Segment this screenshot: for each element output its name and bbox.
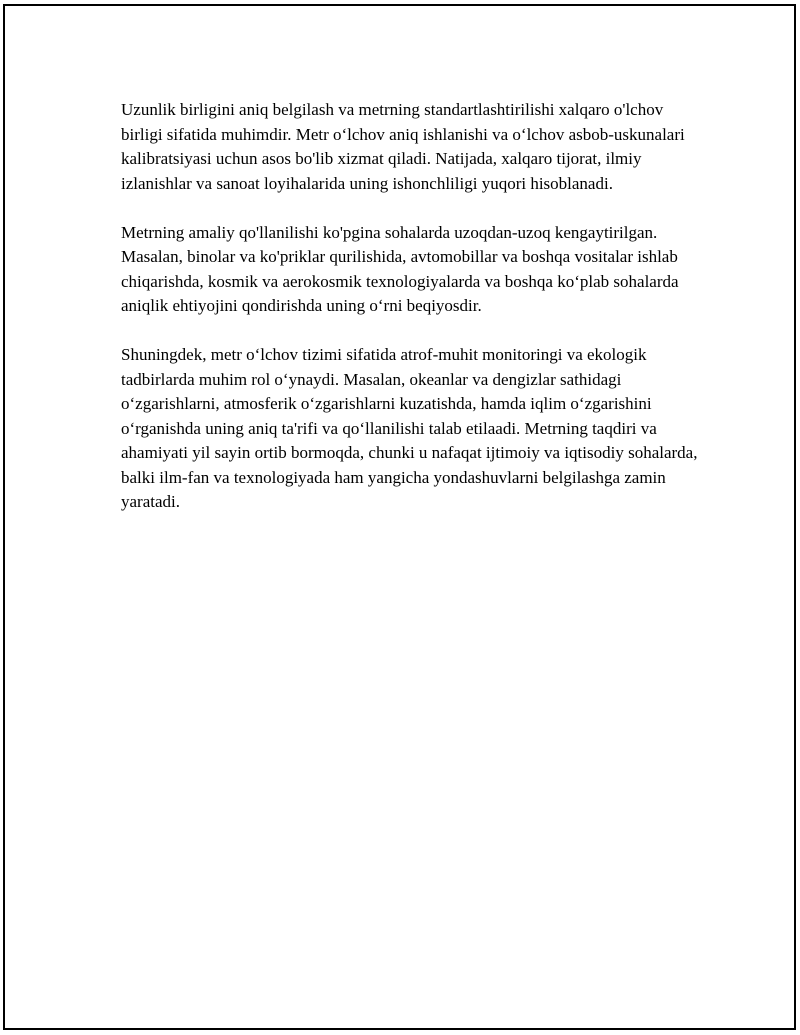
paragraph-3: Shuningdek, metr o‘lchov tizimi sifatida atrof-muhit monitoringi va ekologik tadbirlarda muhim rol o‘ynaydi. Masalan, okeanlar va dengizlar sathidagi o‘zgarishlarni, atmosferik o‘zgarishlarni kuzatishda, hamda iqlim o‘zgarishini o‘rganishda uning aniq ta'rifi va qo‘llanilishi talab etilaadi. Metrning taqdiri va ahamiyati yil sayin ortib bormoqda, chunki u nafaqat ijtimoiy va iqtisodiy sohalarda, balki ilm-fan va texnologiyada ham yangicha yondashuvlarni belgilashga zamin yaratadi. — [121, 345, 698, 511]
paragraph-1: Uzunlik birligini aniq belgilash va metrning standartlashtirilishi xalqaro o'lchov birligi sifatida muhimdir. Metr o‘lchov aniq ishlanishi va o‘lchov asbob-uskunalari kalibratsiyasi uchun asos bo'lib xizmat qiladi. Natijada, xalqaro tijorat, ilmiy izlanishlar va sanoat loyihalarida uning ishonchliligi yuqori hisoblanadi. — [121, 100, 685, 193]
paragraph-2: Metrning amaliy qo'llanilishi ko'pgina sohalarda uzoqdan-uzoq kengaytirilgan. Masalan, binolar va ko'priklar qurilishida, avtomobillar va boshqa vositalar ishlab chiqarishda, kosmik va aerokosmik texnologiyalarda va boshqa ko‘plab sohalarda aniqlik ehtiyojini qondirishda uning o‘rni beqiyosdir. — [121, 222, 679, 315]
page-frame — [3, 4, 796, 1030]
document-body — [121, 98, 701, 539]
